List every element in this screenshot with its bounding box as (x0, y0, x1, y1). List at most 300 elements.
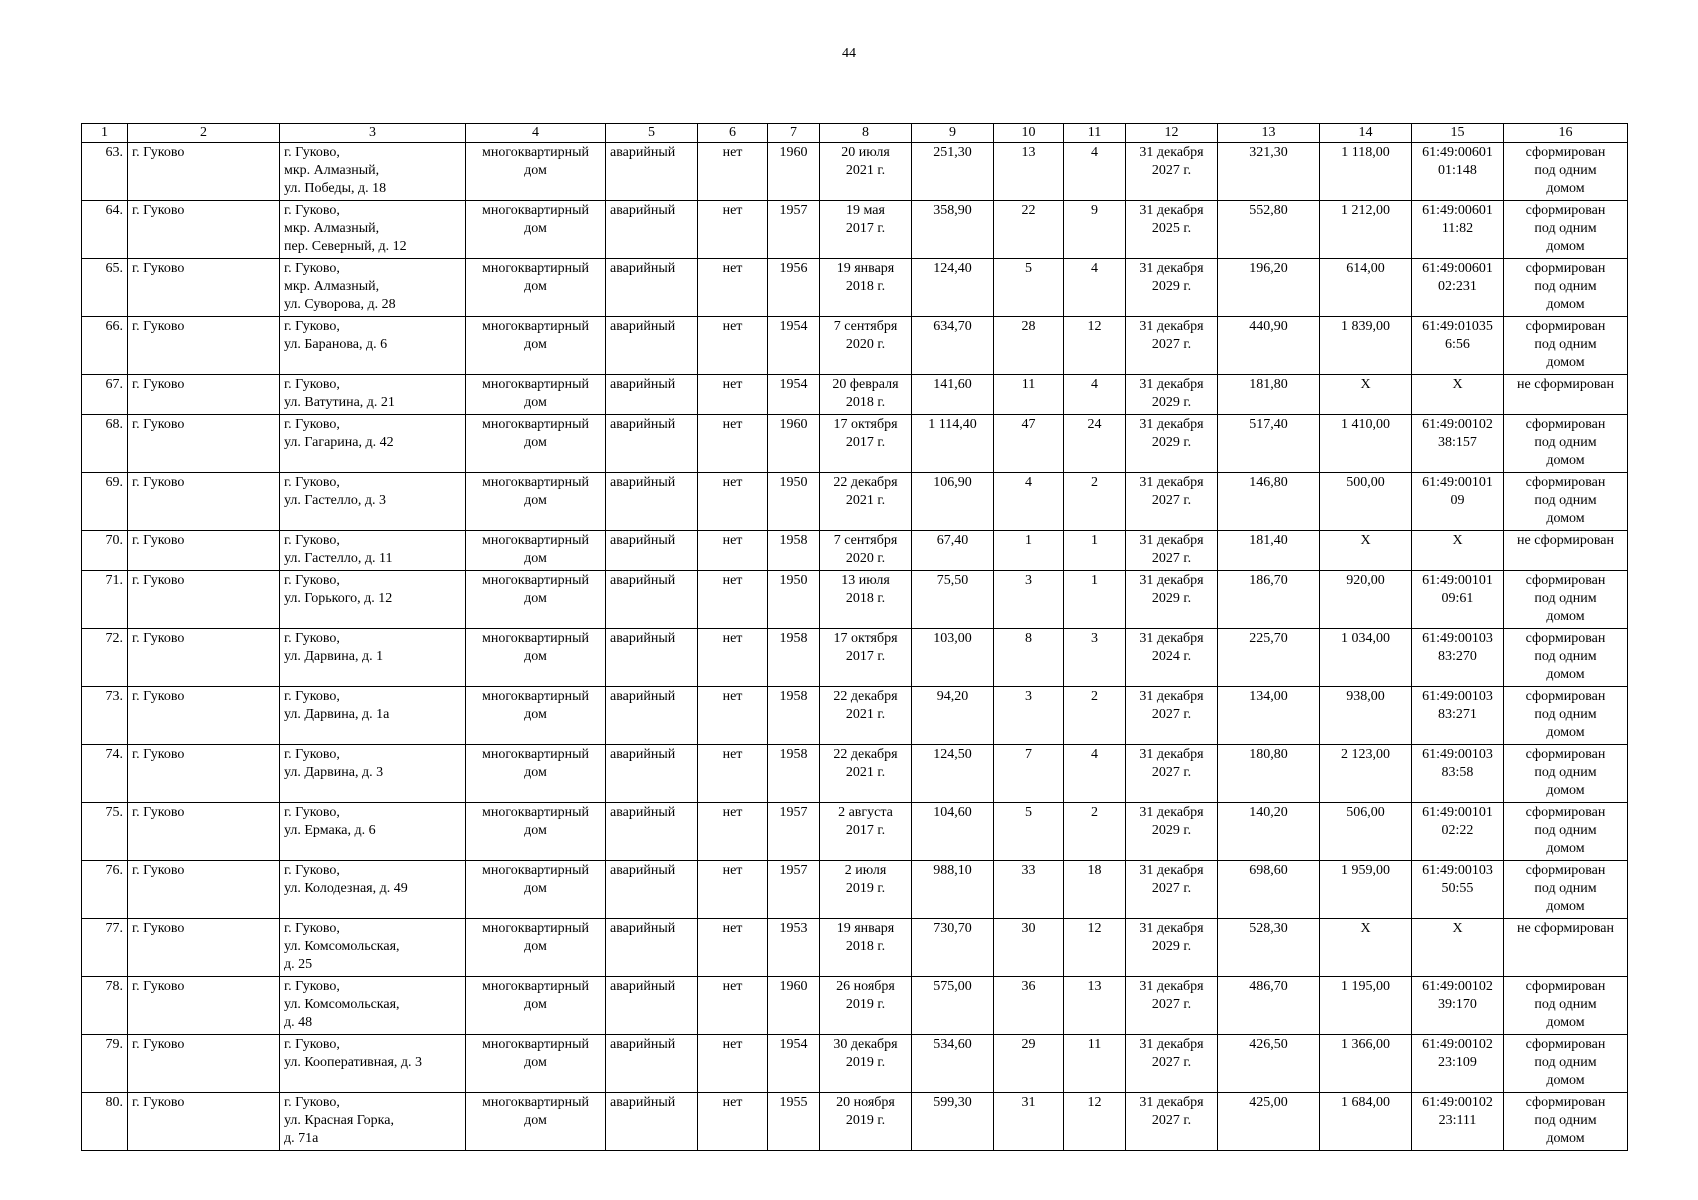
land-plot-status-cell: сформирован под одним домом (1504, 259, 1628, 317)
recognition-date-cell: 13 июля 2018 г. (820, 571, 912, 629)
resettlement-deadline-cell: 31 декабря 2027 г. (1126, 745, 1218, 803)
flag-cell: нет (698, 531, 768, 571)
building-type-cell: многоквартирный дом (466, 531, 606, 571)
flag-cell: нет (698, 861, 768, 919)
municipality-cell: г. Гуково (128, 629, 280, 687)
address-cell: г. Гуково, ул. Гагарина, д. 42 (280, 415, 466, 473)
column-10-cell: 4 (994, 473, 1064, 531)
land-area-cell: 938,00 (1320, 687, 1412, 745)
address-cell: г. Гуково, ул. Красная Горка, д. 71а (280, 1093, 466, 1151)
column-header: 6 (698, 124, 768, 143)
municipality-cell: г. Гуково (128, 803, 280, 861)
table-row (82, 1093, 1628, 1151)
area-cell: 534,60 (912, 1035, 994, 1093)
column-10-cell: 30 (994, 919, 1064, 977)
cadastral-number-cell: 61:49:00101 09:61 (1412, 571, 1504, 629)
resettlement-deadline-cell: 31 декабря 2029 г. (1126, 571, 1218, 629)
cadastral-number-cell: 61:49:00601 01:148 (1412, 143, 1504, 201)
column-11-cell: 2 (1064, 473, 1126, 531)
row-number-cell: 66. (82, 317, 128, 375)
cadastral-number-cell: 61:49:00102 39:170 (1412, 977, 1504, 1035)
resettlement-deadline-cell: 31 декабря 2027 г. (1126, 473, 1218, 531)
column-10-cell: 47 (994, 415, 1064, 473)
land-area-cell: 1 366,00 (1320, 1035, 1412, 1093)
address-cell: г. Гуково, ул. Ватутина, д. 21 (280, 375, 466, 415)
column-10-cell: 31 (994, 1093, 1064, 1151)
column-13-cell: 146,80 (1218, 473, 1320, 531)
flag-cell: нет (698, 1093, 768, 1151)
building-type-cell: многоквартирный дом (466, 1035, 606, 1093)
land-area-cell: 1 839,00 (1320, 317, 1412, 375)
building-type-cell: многоквартирный дом (466, 143, 606, 201)
flag-cell: нет (698, 473, 768, 531)
column-11-cell: 4 (1064, 259, 1126, 317)
area-cell: 1 114,40 (912, 415, 994, 473)
address-cell: г. Гуково, ул. Гастелло, д. 3 (280, 473, 466, 531)
municipality-cell: г. Гуково (128, 687, 280, 745)
municipality-cell: г. Гуково (128, 531, 280, 571)
building-type-cell: многоквартирный дом (466, 861, 606, 919)
page-number: 44 (842, 46, 856, 61)
resettlement-deadline-cell: 31 декабря 2027 г. (1126, 1093, 1218, 1151)
building-type-cell: многоквартирный дом (466, 473, 606, 531)
land-plot-status-cell: сформирован под одним домом (1504, 745, 1628, 803)
recognition-date-cell: 30 декабря 2019 г. (820, 1035, 912, 1093)
building-type-cell: многоквартирный дом (466, 201, 606, 259)
flag-cell: нет (698, 629, 768, 687)
recognition-date-cell: 20 июля 2021 г. (820, 143, 912, 201)
resettlement-deadline-cell: 31 декабря 2027 г. (1126, 531, 1218, 571)
land-plot-status-cell: сформирован под одним домом (1504, 629, 1628, 687)
land-plot-status-cell: не сформирован (1504, 919, 1628, 977)
table-row (82, 415, 1628, 473)
recognition-date-cell: 19 января 2018 г. (820, 919, 912, 977)
area-cell: 94,20 (912, 687, 994, 745)
row-number-cell: 69. (82, 473, 128, 531)
row-number-cell: 74. (82, 745, 128, 803)
land-plot-status-cell: сформирован под одним домом (1504, 1035, 1628, 1093)
land-area-cell: 920,00 (1320, 571, 1412, 629)
housing-register-table (81, 123, 1628, 1151)
resettlement-deadline-cell: 31 декабря 2024 г. (1126, 629, 1218, 687)
area-cell: 75,50 (912, 571, 994, 629)
column-13-cell: 517,40 (1218, 415, 1320, 473)
land-plot-status-cell: не сформирован (1504, 375, 1628, 415)
column-11-cell: 4 (1064, 375, 1126, 415)
column-11-cell: 2 (1064, 687, 1126, 745)
municipality-cell: г. Гуково (128, 745, 280, 803)
address-cell: г. Гуково, ул. Комсомольская, д. 48 (280, 977, 466, 1035)
condition-cell: аварийный (606, 1093, 698, 1151)
table-row (82, 317, 1628, 375)
area-cell: 634,70 (912, 317, 994, 375)
land-plot-status-cell: сформирован под одним домом (1504, 317, 1628, 375)
recognition-date-cell: 7 сентября 2020 г. (820, 531, 912, 571)
row-number-cell: 70. (82, 531, 128, 571)
column-11-cell: 12 (1064, 919, 1126, 977)
flag-cell: нет (698, 201, 768, 259)
area-cell: 124,50 (912, 745, 994, 803)
address-cell: г. Гуково, ул. Ермака, д. 6 (280, 803, 466, 861)
column-header: 8 (820, 124, 912, 143)
cadastral-number-cell: 61:49:00103 83:271 (1412, 687, 1504, 745)
address-cell: г. Гуково, ул. Кооперативная, д. 3 (280, 1035, 466, 1093)
municipality-cell: г. Гуково (128, 415, 280, 473)
row-number-cell: 78. (82, 977, 128, 1035)
area-cell: 124,40 (912, 259, 994, 317)
address-cell: г. Гуково, ул. Дарвина, д. 3 (280, 745, 466, 803)
recognition-date-cell: 26 ноября 2019 г. (820, 977, 912, 1035)
building-type-cell: многоквартирный дом (466, 259, 606, 317)
column-header: 12 (1126, 124, 1218, 143)
resettlement-deadline-cell: 31 декабря 2027 г. (1126, 861, 1218, 919)
land-plot-status-cell: сформирован под одним домом (1504, 143, 1628, 201)
column-header: 14 (1320, 124, 1412, 143)
column-header: 11 (1064, 124, 1126, 143)
condition-cell: аварийный (606, 1035, 698, 1093)
column-10-cell: 1 (994, 531, 1064, 571)
table-row (82, 375, 1628, 415)
flag-cell: нет (698, 317, 768, 375)
land-plot-status-cell: не сформирован (1504, 531, 1628, 571)
table-row (82, 531, 1628, 571)
column-header: 7 (768, 124, 820, 143)
column-11-cell: 1 (1064, 531, 1126, 571)
building-type-cell: многоквартирный дом (466, 415, 606, 473)
row-number-cell: 79. (82, 1035, 128, 1093)
cadastral-number-cell: 61:49:00102 23:109 (1412, 1035, 1504, 1093)
condition-cell: аварийный (606, 259, 698, 317)
year-built-cell: 1957 (768, 861, 820, 919)
row-number-cell: 80. (82, 1093, 128, 1151)
condition-cell: аварийный (606, 375, 698, 415)
table-row (82, 571, 1628, 629)
recognition-date-cell: 17 октября 2017 г. (820, 415, 912, 473)
row-number-cell: 71. (82, 571, 128, 629)
land-plot-status-cell: сформирован под одним домом (1504, 687, 1628, 745)
column-10-cell: 33 (994, 861, 1064, 919)
row-number-cell: 75. (82, 803, 128, 861)
condition-cell: аварийный (606, 415, 698, 473)
land-area-cell: 500,00 (1320, 473, 1412, 531)
address-cell: г. Гуково, ул. Горького, д. 12 (280, 571, 466, 629)
cadastral-number-cell: Х (1412, 531, 1504, 571)
year-built-cell: 1958 (768, 745, 820, 803)
column-11-cell: 11 (1064, 1035, 1126, 1093)
column-10-cell: 3 (994, 687, 1064, 745)
land-plot-status-cell: сформирован под одним домом (1504, 415, 1628, 473)
table-row (82, 861, 1628, 919)
column-13-cell: 552,80 (1218, 201, 1320, 259)
land-area-cell: Х (1320, 919, 1412, 977)
cadastral-number-cell: 61:49:00102 38:157 (1412, 415, 1504, 473)
area-cell: 104,60 (912, 803, 994, 861)
building-type-cell: многоквартирный дом (466, 375, 606, 415)
column-13-cell: 698,60 (1218, 861, 1320, 919)
year-built-cell: 1950 (768, 473, 820, 531)
cadastral-number-cell: 61:49:00101 09 (1412, 473, 1504, 531)
municipality-cell: г. Гуково (128, 919, 280, 977)
flag-cell: нет (698, 571, 768, 629)
column-header: 10 (994, 124, 1064, 143)
table-row (82, 143, 1628, 201)
table-row (82, 259, 1628, 317)
table-row (82, 745, 1628, 803)
cadastral-number-cell: 61:49:00101 02:22 (1412, 803, 1504, 861)
flag-cell: нет (698, 745, 768, 803)
area-cell: 599,30 (912, 1093, 994, 1151)
condition-cell: аварийный (606, 571, 698, 629)
building-type-cell: многоквартирный дом (466, 919, 606, 977)
column-11-cell: 2 (1064, 803, 1126, 861)
column-13-cell: 140,20 (1218, 803, 1320, 861)
area-cell: 251,30 (912, 143, 994, 201)
column-13-cell: 426,50 (1218, 1035, 1320, 1093)
building-type-cell: многоквартирный дом (466, 1093, 606, 1151)
table-row (82, 803, 1628, 861)
recognition-date-cell: 2 августа 2017 г. (820, 803, 912, 861)
cadastral-number-cell: 61:49:00103 83:270 (1412, 629, 1504, 687)
resettlement-deadline-cell: 31 декабря 2027 г. (1126, 687, 1218, 745)
condition-cell: аварийный (606, 629, 698, 687)
municipality-cell: г. Гуково (128, 317, 280, 375)
area-cell: 988,10 (912, 861, 994, 919)
recognition-date-cell: 22 декабря 2021 г. (820, 745, 912, 803)
column-10-cell: 29 (994, 1035, 1064, 1093)
table-row (82, 629, 1628, 687)
cadastral-number-cell: 61:49:00102 23:111 (1412, 1093, 1504, 1151)
resettlement-deadline-cell: 31 декабря 2029 г. (1126, 259, 1218, 317)
column-header: 4 (466, 124, 606, 143)
column-10-cell: 5 (994, 803, 1064, 861)
column-10-cell: 13 (994, 143, 1064, 201)
column-13-cell: 181,80 (1218, 375, 1320, 415)
column-13-cell: 134,00 (1218, 687, 1320, 745)
land-area-cell: Х (1320, 531, 1412, 571)
flag-cell: нет (698, 1035, 768, 1093)
row-number-cell: 77. (82, 919, 128, 977)
land-area-cell: 506,00 (1320, 803, 1412, 861)
address-cell: г. Гуково, ул. Комсомольская, д. 25 (280, 919, 466, 977)
row-number-cell: 68. (82, 415, 128, 473)
year-built-cell: 1960 (768, 415, 820, 473)
column-10-cell: 28 (994, 317, 1064, 375)
municipality-cell: г. Гуково (128, 571, 280, 629)
municipality-cell: г. Гуково (128, 861, 280, 919)
area-cell: 141,60 (912, 375, 994, 415)
column-10-cell: 8 (994, 629, 1064, 687)
resettlement-deadline-cell: 31 декабря 2027 г. (1126, 143, 1218, 201)
column-10-cell: 3 (994, 571, 1064, 629)
land-area-cell: 1 118,00 (1320, 143, 1412, 201)
column-11-cell: 18 (1064, 861, 1126, 919)
flag-cell: нет (698, 415, 768, 473)
recognition-date-cell: 22 декабря 2021 г. (820, 473, 912, 531)
condition-cell: аварийный (606, 861, 698, 919)
resettlement-deadline-cell: 31 декабря 2027 г. (1126, 977, 1218, 1035)
recognition-date-cell: 20 февраля 2018 г. (820, 375, 912, 415)
cadastral-number-cell: Х (1412, 919, 1504, 977)
column-11-cell: 3 (1064, 629, 1126, 687)
flag-cell: нет (698, 977, 768, 1035)
address-cell: г. Гуково, ул. Колодезная, д. 49 (280, 861, 466, 919)
resettlement-deadline-cell: 31 декабря 2027 г. (1126, 317, 1218, 375)
column-10-cell: 7 (994, 745, 1064, 803)
municipality-cell: г. Гуково (128, 977, 280, 1035)
column-11-cell: 12 (1064, 1093, 1126, 1151)
table-row (82, 687, 1628, 745)
row-number-cell: 72. (82, 629, 128, 687)
column-11-cell: 4 (1064, 745, 1126, 803)
column-header: 15 (1412, 124, 1504, 143)
cadastral-number-cell: 61:49:01035 6:56 (1412, 317, 1504, 375)
municipality-cell: г. Гуково (128, 201, 280, 259)
building-type-cell: многоквартирный дом (466, 687, 606, 745)
column-header: 3 (280, 124, 466, 143)
address-cell: г. Гуково, ул. Баранова, д. 6 (280, 317, 466, 375)
address-cell: г. Гуково, мкр. Алмазный, пер. Северный, д. 12 (280, 201, 466, 259)
municipality-cell: г. Гуково (128, 143, 280, 201)
column-13-cell: 486,70 (1218, 977, 1320, 1035)
column-11-cell: 9 (1064, 201, 1126, 259)
column-13-cell: 528,30 (1218, 919, 1320, 977)
condition-cell: аварийный (606, 977, 698, 1035)
row-number-cell: 63. (82, 143, 128, 201)
land-area-cell: 614,00 (1320, 259, 1412, 317)
flag-cell: нет (698, 375, 768, 415)
land-area-cell: 1 034,00 (1320, 629, 1412, 687)
year-built-cell: 1953 (768, 919, 820, 977)
column-10-cell: 22 (994, 201, 1064, 259)
year-built-cell: 1958 (768, 629, 820, 687)
flag-cell: нет (698, 687, 768, 745)
municipality-cell: г. Гуково (128, 1035, 280, 1093)
cadastral-number-cell: 61:49:00601 11:82 (1412, 201, 1504, 259)
column-11-cell: 4 (1064, 143, 1126, 201)
column-13-cell: 225,70 (1218, 629, 1320, 687)
recognition-date-cell: 19 января 2018 г. (820, 259, 912, 317)
year-built-cell: 1960 (768, 143, 820, 201)
land-plot-status-cell: сформирован под одним домом (1504, 977, 1628, 1035)
column-11-cell: 12 (1064, 317, 1126, 375)
column-10-cell: 11 (994, 375, 1064, 415)
municipality-cell: г. Гуково (128, 473, 280, 531)
row-number-cell: 73. (82, 687, 128, 745)
address-cell: г. Гуково, мкр. Алмазный, ул. Победы, д. 18 (280, 143, 466, 201)
land-area-cell: 1 959,00 (1320, 861, 1412, 919)
year-built-cell: 1950 (768, 571, 820, 629)
resettlement-deadline-cell: 31 декабря 2029 г. (1126, 375, 1218, 415)
flag-cell: нет (698, 919, 768, 977)
column-11-cell: 1 (1064, 571, 1126, 629)
resettlement-deadline-cell: 31 декабря 2027 г. (1126, 1035, 1218, 1093)
year-built-cell: 1957 (768, 803, 820, 861)
land-area-cell: 1 195,00 (1320, 977, 1412, 1035)
condition-cell: аварийный (606, 473, 698, 531)
building-type-cell: многоквартирный дом (466, 977, 606, 1035)
row-number-cell: 65. (82, 259, 128, 317)
area-cell: 67,40 (912, 531, 994, 571)
recognition-date-cell: 7 сентября 2020 г. (820, 317, 912, 375)
land-area-cell: 1 212,00 (1320, 201, 1412, 259)
recognition-date-cell: 17 октября 2017 г. (820, 629, 912, 687)
resettlement-deadline-cell: 31 декабря 2029 г. (1126, 803, 1218, 861)
table-row (82, 201, 1628, 259)
row-number-cell: 67. (82, 375, 128, 415)
year-built-cell: 1954 (768, 1035, 820, 1093)
land-plot-status-cell: сформирован под одним домом (1504, 571, 1628, 629)
resettlement-deadline-cell: 31 декабря 2029 г. (1126, 919, 1218, 977)
area-cell: 103,00 (912, 629, 994, 687)
table-body (82, 143, 1628, 1151)
column-header: 2 (128, 124, 280, 143)
column-number-row (82, 124, 1628, 143)
condition-cell: аварийный (606, 803, 698, 861)
row-number-cell: 76. (82, 861, 128, 919)
municipality-cell: г. Гуково (128, 1093, 280, 1151)
flag-cell: нет (698, 259, 768, 317)
condition-cell: аварийный (606, 745, 698, 803)
area-cell: 730,70 (912, 919, 994, 977)
condition-cell: аварийный (606, 201, 698, 259)
column-header: 5 (606, 124, 698, 143)
condition-cell: аварийный (606, 687, 698, 745)
land-plot-status-cell: сформирован под одним домом (1504, 473, 1628, 531)
area-cell: 358,90 (912, 201, 994, 259)
column-13-cell: 180,80 (1218, 745, 1320, 803)
cadastral-number-cell: 61:49:00601 02:231 (1412, 259, 1504, 317)
flag-cell: нет (698, 143, 768, 201)
column-header: 1 (82, 124, 128, 143)
municipality-cell: г. Гуково (128, 375, 280, 415)
column-13-cell: 425,00 (1218, 1093, 1320, 1151)
building-type-cell: многоквартирный дом (466, 629, 606, 687)
address-cell: г. Гуково, ул. Дарвина, д. 1 (280, 629, 466, 687)
resettlement-deadline-cell: 31 декабря 2025 г. (1126, 201, 1218, 259)
flag-cell: нет (698, 803, 768, 861)
column-13-cell: 186,70 (1218, 571, 1320, 629)
table-row (82, 473, 1628, 531)
land-area-cell: 2 123,00 (1320, 745, 1412, 803)
column-11-cell: 24 (1064, 415, 1126, 473)
condition-cell: аварийный (606, 143, 698, 201)
recognition-date-cell: 19 мая 2017 г. (820, 201, 912, 259)
table-row (82, 919, 1628, 977)
land-plot-status-cell: сформирован под одним домом (1504, 1093, 1628, 1151)
year-built-cell: 1955 (768, 1093, 820, 1151)
land-area-cell: Х (1320, 375, 1412, 415)
column-13-cell: 181,40 (1218, 531, 1320, 571)
table-row (82, 1035, 1628, 1093)
year-built-cell: 1956 (768, 259, 820, 317)
year-built-cell: 1958 (768, 687, 820, 745)
building-type-cell: многоквартирный дом (466, 745, 606, 803)
recognition-date-cell: 2 июля 2019 г. (820, 861, 912, 919)
column-13-cell: 196,20 (1218, 259, 1320, 317)
cadastral-number-cell: Х (1412, 375, 1504, 415)
column-header: 9 (912, 124, 994, 143)
year-built-cell: 1957 (768, 201, 820, 259)
table-row (82, 977, 1628, 1035)
recognition-date-cell: 20 ноября 2019 г. (820, 1093, 912, 1151)
area-cell: 575,00 (912, 977, 994, 1035)
column-10-cell: 5 (994, 259, 1064, 317)
column-13-cell: 440,90 (1218, 317, 1320, 375)
condition-cell: аварийный (606, 919, 698, 977)
condition-cell: аварийный (606, 531, 698, 571)
column-11-cell: 13 (1064, 977, 1126, 1035)
address-cell: г. Гуково, ул. Дарвина, д. 1а (280, 687, 466, 745)
